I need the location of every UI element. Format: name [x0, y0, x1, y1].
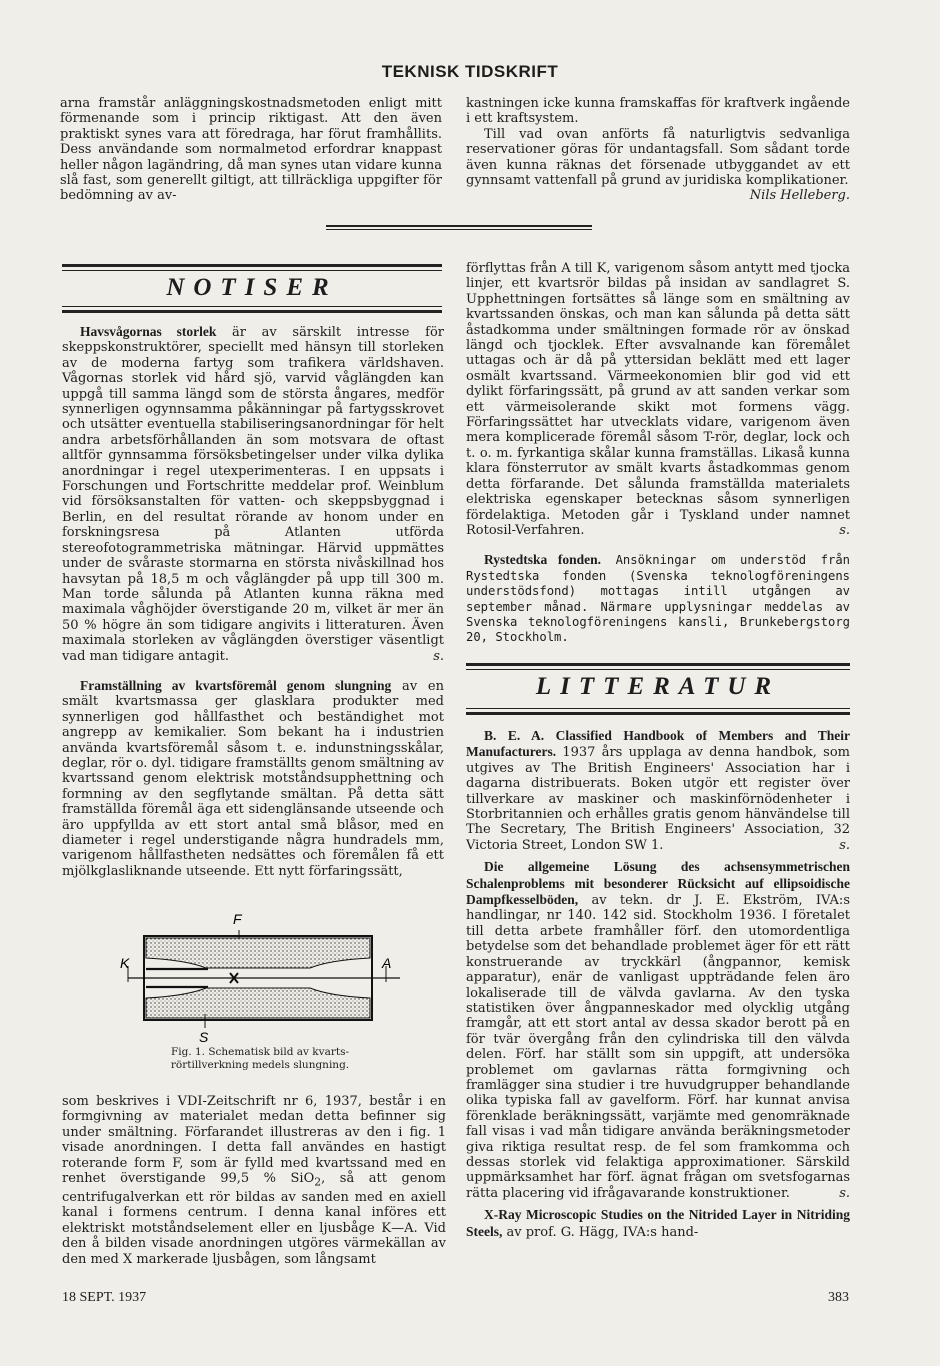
- article-end-rule-thin: [326, 229, 592, 230]
- top-left-text: [60, 96, 442, 204]
- section-title-litteratur: LITTERATUR: [535, 673, 781, 700]
- review-lead: X-Ray Microscopic Studies on the Nitrided Layer in Nitriding Steels,: [466, 1207, 850, 1239]
- notice-lead: Rystedtska fonden.: [484, 552, 602, 568]
- reservation-paragraph: Till vad ovan anförts få naturligtvis sedvanliga reservationer göras för undantagsfall. Som sådant torde även kunna räknas det försenade utbyggandet av ett gynnsamt vattenfall på grund av juridiska komplikationer. Nils Helleberg.: [466, 126, 850, 204]
- label-k: K: [120, 955, 130, 971]
- litteratur-rule-bottom: [466, 712, 850, 715]
- caption-line-2: rörtillverkning medels slungning.: [170, 1059, 350, 1071]
- notice-havsvagor: Havsvågornas storlek är av särskilt intresse för skeppskonstruktörer, speciellt med hänsyn till storleken av de moderna fartyg som trafikera världshaven. Vågornas storlek vid hård sjö, varvid våglängden kan uppgå till samma längd som de största ångares, medför synnerligen ogynnsamma påkänningar på fartygsskrovet och utsätter eventuella stabiliseringsanordningar för helt andra arbetsförhållanden än som motsvara de oftast alltför gynnsamma försöksbetingelser under vilka dylika anordningar i regel utexperimenteras. I en uppsats i Forschungen und Fortschritte meddelar prof. Weinblum vid försöksanstalten för vatten- och skeppsbyggnad i Berlin, en del resultat rörande av honom under en forskningsresa på Atlanten utförda stereofotogrammetriska mätningar. Härvid uppmättes under de svåraste stormarna en största nivåskillnad hos havsytan på 18,5 m och våglängder på upp till 300 m. Man torde sålunda på Atlanten kunna räkna med maximala våghöjder överstigande 20 m, vilket är mer än 50 % högre än som tidigare angivits i litteraturen. Även maximala storleken av våglängden överstiger väsentligt vad man tidigare antagit. s.: [62, 324, 445, 664]
- section-title-notiser: NOTISER: [166, 274, 338, 301]
- litteratur-column: [466, 728, 850, 1240]
- notice-kvartsforemal: Framställning av kvartsföremål genom slungning av en smält kvartsmassa ger glasklara produkter med synnerligen god hållfasthet och beständighet mot angrepp av kemikalier. Som bekant ha i industrien använda kvartsföremål såsom t. e. indunstningsskålar, deglar, rör o. dyl. tidigare framställts genom smältning av kvartssand genom elektrisk motståndsupphettning och formning av den segflytande smältan. På detta sätt framställda föremål äga ett sidenglänsande utseende och äro uppfyllda av ett stort antal små blåsor, med en diameter i regel understigande några hundradels mm, varigenom hållfastheten nedsättes och föremålen få ett mjölkglasliknande utseende. Ett nytt förfaringssätt,: [62, 677, 444, 879]
- notice-signature: s.: [433, 648, 444, 664]
- figure-caption: [110, 1046, 410, 1072]
- continued-paragraph-right: kastningen icke kunna framskaffas för kraftverk ingående i ett kraftsystem.: [466, 96, 850, 127]
- section-rule-top: [62, 264, 442, 267]
- notiser-right-column: [466, 261, 850, 646]
- notiser-left-continuation: [62, 1094, 446, 1267]
- caption-line-1: Fig. 1. Schematisk bild av kvarts-: [170, 1046, 350, 1058]
- notice-signature: s.: [839, 522, 850, 538]
- issue-date: 18 SEPT. 1937: [62, 1290, 147, 1305]
- sand-layer-top: [146, 938, 370, 968]
- author-signature: Nils Helleberg.: [749, 188, 850, 204]
- top-right-text: [466, 96, 850, 204]
- notice-lead: Havsvågornas storlek: [80, 324, 217, 339]
- review-bea-handbook: B. E. A. Classified Handbook of Members and Their Manufacturers. 1937 års upplaga av denna handbok, som utgives av The British Engineers' Association har i dagarna distribuerats. Boken utgör ett register över tillverkare av maskiner och maskinförnödenheter i Storbritannien och erhålles gratis genom hänvändelse till The Secretary, The British Engineers' Association, 32 Victoria Street, London SW 1. s.: [466, 728, 850, 853]
- section-rule-bottom: [62, 310, 442, 313]
- review-xray-studies: X-Ray Microscopic Studies on the Nitrided Layer in Nitriding Steels, av prof. G. Hägg, IVA:s hand-: [466, 1207, 850, 1240]
- label-f: F: [233, 911, 242, 927]
- review-lead: Die allgemeine Lösung des achsensymmetrischen Schalenproblems mit besonderer Rücksicht auf ellipsoidische Dampfkesselböden,: [466, 859, 850, 908]
- article-end-rule: [326, 225, 592, 227]
- review-signature: s.: [839, 1185, 850, 1201]
- running-header: TEKNISK TIDSKRIFT: [381, 62, 559, 81]
- continued-paragraph: arna framstår anläggningskostnadsmetoden enligt mitt förmenande som i princip riktigast. Att den även praktiskt synes vara att föredraga, har förut framhållits. Dess användande som normalmetod erfordrar knappast heller någon lagändring, då man synes utan vidare kunna slå fast, som generellt giltigt, att tillräckliga uppgifter för bedömning av av-: [60, 96, 442, 204]
- notiser-left-column: [62, 324, 444, 879]
- label-a: A: [382, 955, 392, 971]
- figure-1-diagram: [110, 910, 410, 1045]
- review-lead: B. E. A. Classified Handbook of Members and Their Manufacturers.: [466, 728, 850, 760]
- kvarts-right-continuation: förflyttas från A till K, varigenom såsom antytt med tjocka linjer, ett kvartsrör bildas på insidan av sandlagret S. Upphettningen fortsättes så länge som en smältning av kvartssanden önskas, och man kan sålunda på detta sätt åstadkomma under smältningen formade rör av önskad längd och tjocklek. Efter avsvalnande kan föremålet uttagas och är då på yttersidan beklätt med ett lager osmält kvartssand. Värmeekonomien blir god vid ett dylikt förfaringssätt, på grund av att sanden verkar som ett värmeisolerande skikt mot formens vägg. Förfaringssättet har utvecklats vidare, varigenom även mera komplicerade föremål såsom T-rör, deglar, lock och t. o. m. fyrkantiga skålar kunna framställas. Likaså kunna klara fönsterrutor av smält kvarts åstadkommas genom detta förfarande. Det sålunda framställda materialets elektriska egenskaper betecknas såsom synnerligen fördelaktiga. Metoden går i Tyskland under namnet Rotosil-Verfahren. s.: [466, 261, 850, 538]
- section-rule-top-thin: [62, 270, 442, 271]
- litteratur-rule-top: [466, 663, 850, 666]
- label-s: S: [199, 1029, 209, 1045]
- notice-rystedtska: Rystedtska fonden. Ansökningar om understöd från Rystedtska fonden (Svenska teknologföreningens understödsfond) mottagas intill utgången av september månad. Närmare upplysningar meddelas av Svenska teknologföreningens kansli, Brunkebergstorg 20, Stockholm.: [466, 552, 851, 645]
- review-schalenproblem: Die allgemeine Lösung des achsensymmetrischen Schalenproblems mit besonderer Rücksicht auf ellipsoidische Dampfkesselböden, av tekn. dr J. E. Ekström, IVA:s handlingar, nr 140. 142 sid. Stockholm 1936. I företalet till detta arbete framhåller förf. den utomordentliga betydelse som det behandlade problemet äger för ett rätt konstruerande av tryckkärl (ångpannor, kemisk apparatur), enär de vanligast uppträdande felen äro lokaliserade till de välvda gavlarna. Av den tyska statistiken över ångpanneskador med olycklig utgång framgår, att ett stort antal av dessa skador berott på en för tvär övergång från den cylindriska till den välvda delen. Förf. har ställt som sin uppgift, att undersöka problemet om gavlarnas rätta formgivning och framlägger sina studier i tre huvudgrupper behandlande olika typiska fall av gavelform. Förf. har kunnat anvisa förenklade beräkningssätt, varjämte med genomräknade fall visas i vad mån tidigare använda beräkningsmetoder giva riktiga resultat resp. de fel som framkomma och dessas storlek vid felaktiga approximationer. Särskild uppmärksamhet har förf. ägnat frågan om svetsfogarnas rätta placering vid ifrågavarande konstruktioner. s.: [466, 859, 850, 1201]
- review-signature: s.: [839, 837, 850, 853]
- kvarts-continuation: som beskrives i VDI-Zeitschrift nr 6, 1937, består i en formgivning av materialet medan detta befinner sig under smältning. Förfarandet illustreras av den i fig. 1 visade anordningen. I detta fall användes en hastigt roterande form F, som är fylld med kvartssand med en renhet överstigande 99,5 % SiO$_2$, så att genom centrifugalverkan ett rör bildas av sanden med en axiell kanal i formens centrum. I denna kanal införes ett elektriskt motståndselement eller en ljusbåge K—A. Vid den å bilden visade anordningen utgöres värmekällan av den med X markerade ljusbågen, som långsamt: [62, 1094, 446, 1267]
- litteratur-rule-top-thin: [466, 669, 850, 670]
- sand-layer-bottom: [146, 988, 370, 1018]
- notice-lead: Framställning av kvartsföremål genom slungning: [80, 677, 392, 693]
- page-number: 383: [828, 1290, 849, 1305]
- section-rule-bottom-thin: [62, 306, 442, 307]
- litteratur-rule-bottom-thin: [466, 708, 850, 709]
